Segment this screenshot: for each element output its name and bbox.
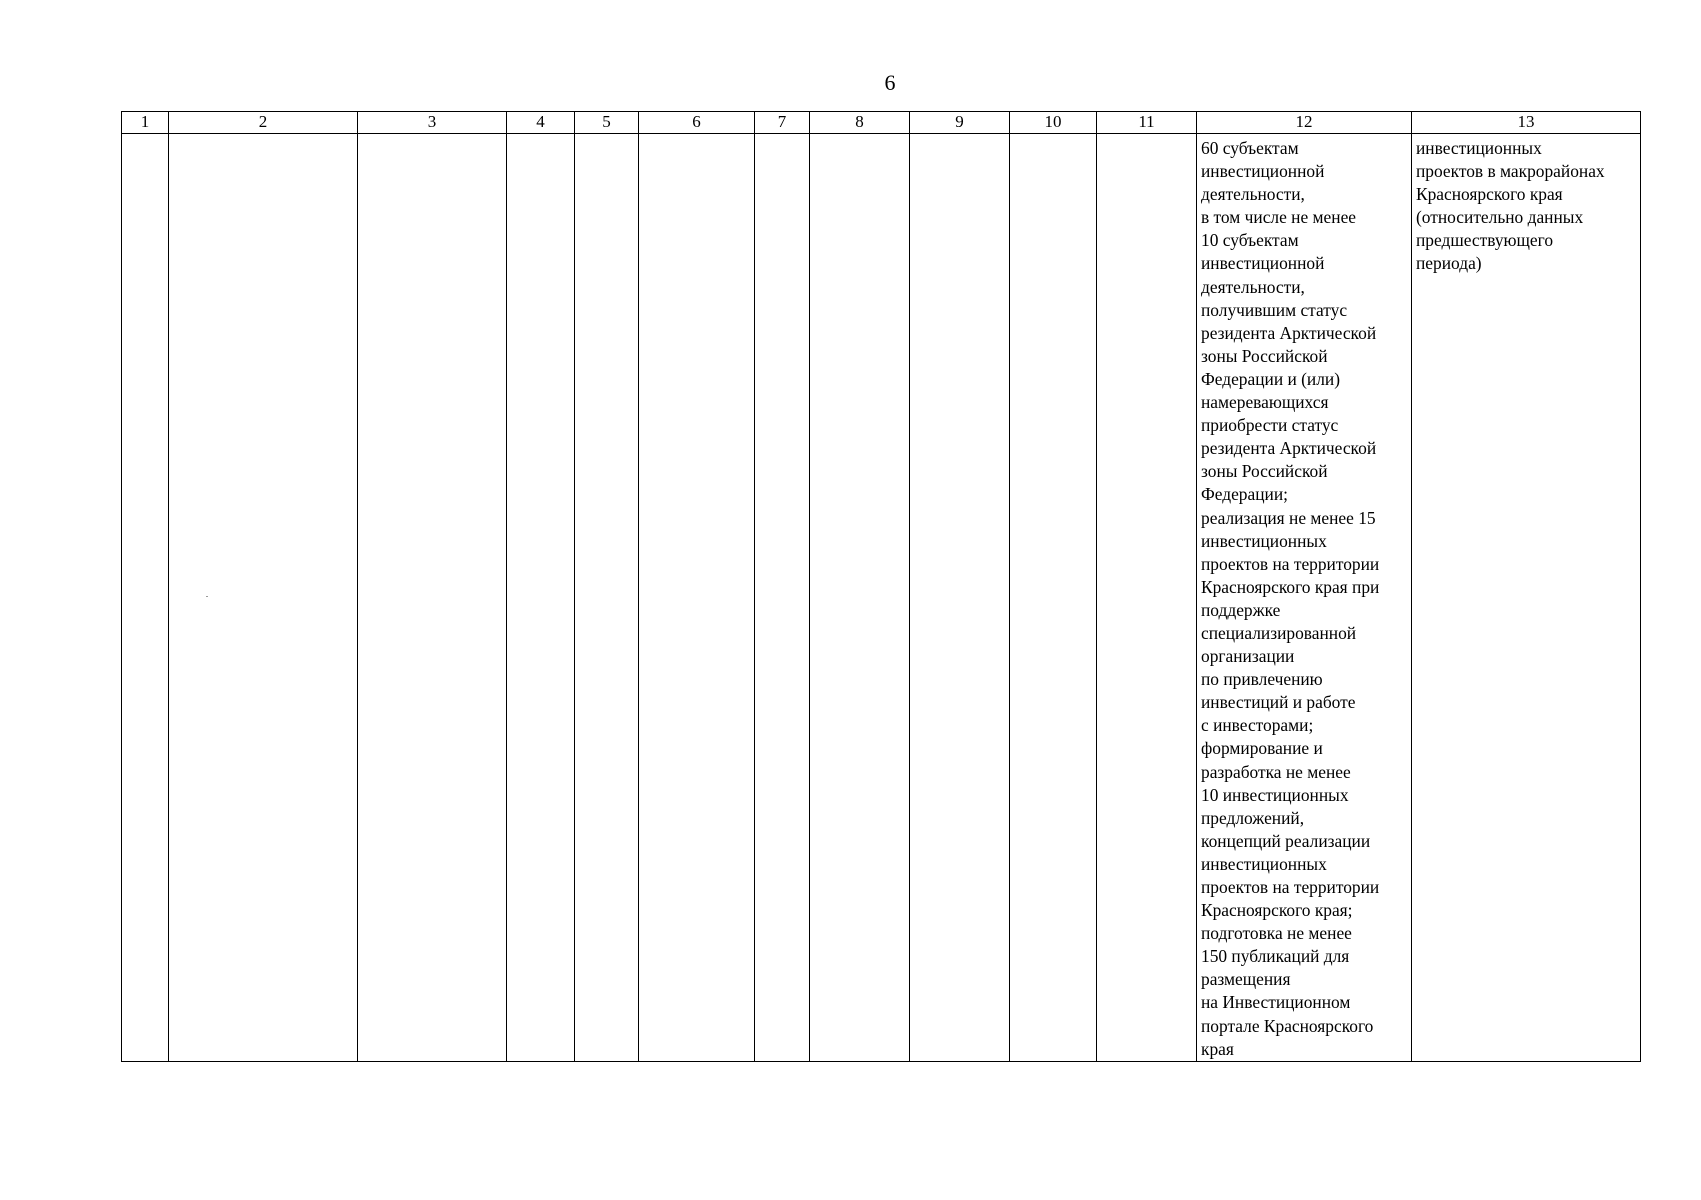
cell-col-12 (1197, 134, 1412, 1062)
cell-text-line: портале Красноярского (1201, 1015, 1374, 1036)
cell-text-line: Красноярского края; (1201, 900, 1353, 921)
cell-text-line: концепций реализации (1201, 830, 1371, 851)
cell-col-7 (755, 134, 810, 1062)
column-header-3: 3 (358, 112, 507, 134)
cell-text-line: проектов на территории (1201, 553, 1380, 574)
cell-text-line: резидента Арктической (1201, 322, 1377, 343)
cell-text-line: разработка не менее (1201, 761, 1351, 782)
table-row (122, 134, 1641, 1062)
cell-text-line: резидента Арктической (1201, 438, 1377, 459)
column-header-2: 2 (169, 112, 358, 134)
cell-text-line: предшествующего (1416, 230, 1554, 251)
cell-col-3 (358, 134, 507, 1062)
cell-text-line: подготовка не менее (1201, 923, 1352, 944)
cell-text-line: инвестиционных (1201, 530, 1327, 551)
cell-col-12-text (1197, 134, 1411, 1061)
cell-text-line: поддержке (1201, 599, 1281, 620)
cell-text-line: по привлечению (1201, 669, 1323, 690)
column-header-11: 11 (1097, 112, 1197, 134)
header-row (122, 112, 1641, 134)
cell-text-line: инвестиционных (1201, 853, 1327, 874)
cell-text-line: получившим статус (1201, 299, 1348, 320)
cell-text-line: 150 публикаций для (1201, 946, 1350, 967)
cell-text-line: размещения (1201, 969, 1291, 990)
cell-text-line: Федерации и (или) (1201, 368, 1341, 389)
cell-text-line: инвестиционных (1416, 138, 1542, 158)
cell-col-8 (810, 134, 910, 1062)
cell-text-line: деятельности, (1201, 184, 1305, 205)
cell-col-13-text (1412, 134, 1640, 276)
column-header-12: 12 (1197, 112, 1412, 134)
cell-col-5 (575, 134, 639, 1062)
column-header-6: 6 (639, 112, 755, 134)
cell-col-11 (1097, 134, 1197, 1062)
cell-text-line: зоны Российской (1201, 345, 1328, 366)
cell-col-4 (507, 134, 575, 1062)
column-header-4: 4 (507, 112, 575, 134)
cell-text-line: Красноярского края (1416, 184, 1563, 205)
column-header-10: 10 (1010, 112, 1097, 134)
column-header-7: 7 (755, 112, 810, 134)
cell-text-line: приобрести статус (1201, 415, 1339, 436)
cell-col-13 (1412, 134, 1641, 1062)
cell-text-line: формирование и (1201, 738, 1323, 759)
cell-text-line: инвестиций и работе (1201, 692, 1356, 713)
cell-col-10 (1010, 134, 1097, 1062)
cell-col-2 (169, 134, 358, 1062)
cell-text-line: организации (1201, 646, 1295, 667)
cell-text-line: на Инвестиционном (1201, 992, 1351, 1013)
cell-text-line: 10 инвестиционных (1201, 784, 1349, 805)
cell-text-line: инвестиционной (1201, 161, 1325, 182)
document-table (121, 111, 1641, 1062)
column-header-5: 5 (575, 112, 639, 134)
cell-text-line: реализация не менее 15 (1201, 507, 1376, 528)
column-header-8: 8 (810, 112, 910, 134)
page-number: 6 (884, 70, 896, 95)
cell-text-line: с инвесторами; (1201, 715, 1314, 736)
cell-col-1 (122, 134, 169, 1062)
cell-text-line: предложений, (1201, 807, 1305, 828)
cell-text-line: Красноярского края при (1201, 576, 1380, 597)
column-header-1: 1 (122, 112, 169, 134)
cell-text-line: проектов на территории (1201, 877, 1380, 897)
cell-text-line: в том числе не менее (1201, 207, 1357, 228)
cell-text-line: зоны Российской (1201, 461, 1328, 482)
column-header-9: 9 (910, 112, 1010, 134)
cell-text-line: 10 субъектам (1201, 230, 1299, 251)
cell-text-line: Федерации; (1201, 484, 1288, 505)
column-header-13: 13 (1412, 112, 1641, 134)
cell-text-line: 60 субъектам (1201, 138, 1299, 158)
cell-text-line: проектов в макрорайонах (1416, 161, 1605, 182)
cell-col-6 (639, 134, 755, 1062)
cell-text-line: намеревающихся (1201, 392, 1329, 413)
cell-text-line: (относительно данных (1416, 207, 1584, 228)
cell-text-line: деятельности, (1201, 276, 1305, 297)
cell-text-line: специализированной (1201, 622, 1357, 643)
cell-text-line: края (1201, 1038, 1234, 1059)
cell-text-line: инвестиционной (1201, 253, 1325, 274)
scan-speck (206, 596, 208, 597)
cell-col-9 (910, 134, 1010, 1062)
cell-text-line: периода) (1416, 253, 1482, 274)
